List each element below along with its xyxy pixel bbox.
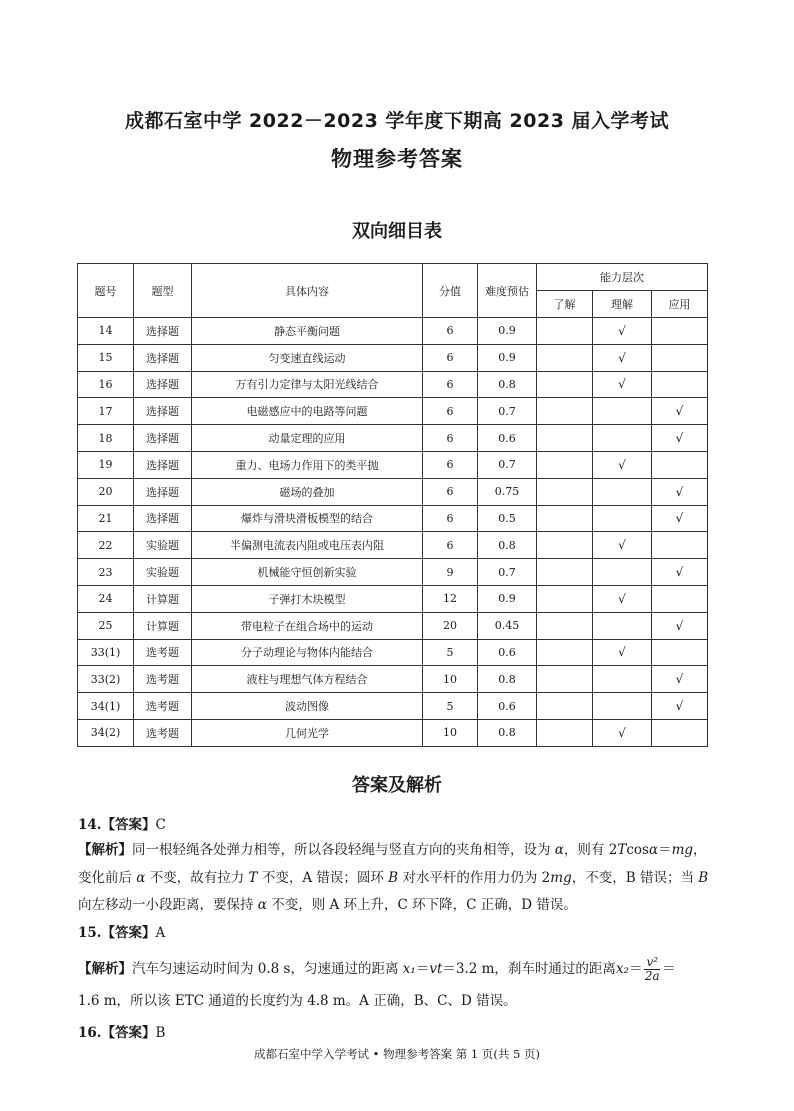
q14-text: 向左移动一小段距离，要保持: [78, 897, 254, 913]
table-row: [78, 505, 708, 532]
cell-score: 9: [423, 559, 478, 586]
symbol-B: B: [698, 869, 709, 886]
cell-type: 选择题: [134, 505, 192, 532]
cell-type: 选考题: [134, 639, 192, 666]
cell-content: 液柱与理想气体方程结合: [192, 666, 423, 693]
answers-section-title: 答案及解析: [352, 775, 442, 796]
q15-text: ＝: [415, 961, 430, 977]
symbol-T: T: [248, 869, 258, 886]
table-row: [78, 639, 708, 666]
q15-text: ＝: [628, 961, 643, 977]
cell-level-comprehend: [593, 425, 652, 452]
symbol-B: B: [388, 869, 399, 886]
table-body: [78, 318, 708, 747]
cell-difficulty: 0.45: [478, 612, 537, 639]
cell-difficulty: 0.6: [478, 693, 537, 720]
header-ability: 能力层次: [537, 264, 708, 291]
q14-text: ，变化前后: [78, 842, 707, 886]
cell-content: 重力、电场力作用下的类平抛: [192, 451, 423, 478]
cell-level-apply: [652, 451, 708, 478]
cell-type: 选择题: [134, 451, 192, 478]
q14-text: 不变，A 错误；圆环: [261, 869, 384, 886]
cell-difficulty: 0.6: [478, 425, 537, 452]
cell-content: 分子动理论与物体内能结合: [192, 639, 423, 666]
cell-num: 34(2): [78, 719, 134, 746]
cell-difficulty: 0.8: [478, 371, 537, 398]
cell-level-comprehend: [593, 344, 652, 371]
cell-num: 33(2): [78, 666, 134, 693]
cell-difficulty: 0.6: [478, 639, 537, 666]
cell-score: 6: [423, 425, 478, 452]
cell-level-apply: [652, 398, 708, 425]
table-row: [78, 451, 708, 478]
cell-type: 选择题: [134, 398, 192, 425]
cell-difficulty: 0.7: [478, 398, 537, 425]
check-mark-icon: √: [675, 672, 684, 687]
table-row: [78, 318, 708, 345]
header-apply: 应用: [652, 291, 708, 318]
check-mark-icon: √: [618, 350, 626, 365]
cell-level-comprehend: [593, 505, 652, 532]
symbol-alpha: α: [136, 869, 146, 886]
table-row: [78, 559, 708, 586]
cell-level-understand: [537, 344, 593, 371]
table-row: [78, 344, 708, 371]
table-row: [78, 478, 708, 505]
check-mark-icon: √: [675, 404, 684, 419]
q15-text: 汽车匀速运动时间为 0.8 s，匀速通过的距离: [132, 961, 399, 977]
cell-score: 6: [423, 451, 478, 478]
cell-num: 19: [78, 451, 134, 478]
cell-level-understand: [537, 666, 593, 693]
symbol-alpha: α: [648, 842, 659, 858]
check-mark-icon: √: [618, 645, 626, 660]
cell-difficulty: 0.7: [478, 559, 537, 586]
q15-answer: A: [155, 925, 166, 941]
cell-level-understand: [537, 719, 593, 746]
q15-heading: [78, 921, 165, 941]
fraction-denominator: 2a: [644, 969, 660, 983]
q14-text: ＝: [658, 842, 672, 858]
cell-type: 选择题: [134, 344, 192, 371]
exam-title: 成都石室中学 2022－2023 学年度下期高 2023 届入学考试: [124, 110, 670, 132]
cell-score: 20: [423, 612, 478, 639]
q14-answer: C: [155, 817, 166, 833]
cell-type: 选择题: [134, 318, 192, 345]
q14-text: 同一根轻绳各处弹力相等，所以各段轻绳与竖直方向的夹角相等，设为: [132, 842, 551, 858]
q16-number: 16.: [78, 1025, 102, 1041]
analysis-tag: 【解析】: [78, 961, 132, 977]
cell-content: 机械能守恒创新实验: [192, 559, 423, 586]
table-row: [78, 693, 708, 720]
header-num: 题号: [78, 264, 134, 318]
cell-level-understand: [537, 585, 593, 612]
check-mark-icon: √: [618, 538, 626, 553]
cell-level-understand: [537, 451, 593, 478]
table-row: [78, 425, 708, 452]
cell-content: 磁场的叠加: [192, 478, 423, 505]
cell-num: 21: [78, 505, 134, 532]
answer-tag: 【答案】: [101, 817, 156, 833]
fraction-v2-over-2a: [644, 956, 660, 983]
cell-level-apply: [652, 344, 708, 371]
cell-difficulty: 0.8: [478, 666, 537, 693]
cell-difficulty: 0.9: [478, 344, 537, 371]
cell-level-comprehend: [593, 666, 652, 693]
cell-level-apply: [652, 505, 708, 532]
cell-score: 6: [423, 318, 478, 345]
cell-type: 实验题: [134, 559, 192, 586]
cell-level-apply: [652, 585, 708, 612]
cell-content: 爆炸与滑块滑板模型的结合: [192, 505, 423, 532]
symbol-alpha: α: [554, 842, 564, 858]
table-row: [78, 719, 708, 746]
cell-difficulty: 0.9: [478, 585, 537, 612]
check-mark-icon: √: [618, 457, 626, 472]
check-mark-icon: √: [675, 484, 684, 499]
table-row: [78, 398, 708, 425]
cell-level-comprehend: [593, 639, 652, 666]
cell-type: 选考题: [134, 719, 192, 746]
cell-level-understand: [537, 371, 593, 398]
cell-difficulty: 0.8: [478, 719, 537, 746]
cell-level-comprehend: [593, 585, 652, 612]
answer-tag: 【答案】: [101, 1025, 156, 1041]
check-mark-icon: √: [618, 725, 626, 740]
cell-num: 17: [78, 398, 134, 425]
check-mark-icon: √: [618, 323, 626, 338]
cell-level-apply: [652, 559, 708, 586]
cell-level-understand: [537, 478, 593, 505]
header-type: 题型: [134, 264, 192, 318]
table-row: [78, 371, 708, 398]
answer-key-title: 物理参考答案: [331, 147, 463, 171]
cell-level-understand: [537, 318, 593, 345]
symbol-alpha: α: [257, 897, 267, 913]
cell-content: 匀变速直线运动: [192, 344, 423, 371]
cell-difficulty: 0.5: [478, 505, 537, 532]
cell-difficulty: 0.9: [478, 318, 537, 345]
analysis-tag: 【解析】: [78, 842, 132, 858]
cell-score: 6: [423, 398, 478, 425]
cell-content: 几何光学: [192, 719, 423, 746]
cell-score: 6: [423, 344, 478, 371]
cell-type: 选择题: [134, 371, 192, 398]
cell-content: 万有引力定律与太阳光线结合: [192, 371, 423, 398]
cell-num: 20: [78, 478, 134, 505]
header-difficulty: 难度预估: [478, 264, 537, 318]
check-mark-icon: √: [675, 618, 684, 633]
q14-text: 对水平杆的作用力仍为 2: [402, 869, 551, 886]
header-score: 分值: [423, 264, 478, 318]
page-footer: 成都石室中学入学考试 • 物理参考答案 第 1 页(共 5 页): [254, 1047, 540, 1061]
cell-score: 5: [423, 693, 478, 720]
cell-difficulty: 0.7: [478, 451, 537, 478]
fraction-numerator: v²: [646, 955, 659, 969]
q14-text: cos: [626, 842, 649, 858]
cell-level-apply: [652, 693, 708, 720]
cell-score: 12: [423, 585, 478, 612]
cell-num: 33(1): [78, 639, 134, 666]
check-mark-icon: √: [675, 511, 684, 526]
cell-score: 6: [423, 371, 478, 398]
cell-level-apply: [652, 478, 708, 505]
q16-heading: [78, 1021, 165, 1041]
cell-level-comprehend: [593, 318, 652, 345]
header-comprehend: 理解: [593, 291, 652, 318]
q15-analysis: [78, 953, 712, 1017]
cell-content: 动量定理的应用: [192, 425, 423, 452]
cell-num: 24: [78, 585, 134, 612]
cell-level-apply: [652, 666, 708, 693]
cell-level-comprehend: [593, 451, 652, 478]
table-row: [78, 585, 708, 612]
table-section-title: 双向细目表: [352, 221, 442, 242]
cell-score: 6: [423, 532, 478, 559]
cell-level-comprehend: [593, 398, 652, 425]
cell-level-understand: [537, 532, 593, 559]
cell-content: 电磁感应中的电路等问题: [192, 398, 423, 425]
q15-text: ＝3.2 m，刹车时通过的距离: [442, 961, 616, 977]
cell-level-apply: [652, 425, 708, 452]
cell-type: 选考题: [134, 693, 192, 720]
check-mark-icon: √: [618, 377, 626, 392]
check-mark-icon: √: [618, 591, 626, 606]
cell-type: 计算题: [134, 585, 192, 612]
cell-level-apply: [652, 612, 708, 639]
table-row: [78, 666, 708, 693]
cell-type: 选考题: [134, 666, 192, 693]
cell-level-comprehend: [593, 478, 652, 505]
cell-num: 18: [78, 425, 134, 452]
cell-score: 5: [423, 639, 478, 666]
cell-content: 子弹打木块模型: [192, 585, 423, 612]
cell-type: 实验题: [134, 532, 192, 559]
cell-score: 10: [423, 666, 478, 693]
table-row: [78, 532, 708, 559]
cell-level-comprehend: [593, 612, 652, 639]
cell-num: 15: [78, 344, 134, 371]
header-content: 具体内容: [192, 264, 423, 318]
cell-type: 计算题: [134, 612, 192, 639]
cell-type: 选择题: [134, 478, 192, 505]
header-understand: 了解: [537, 291, 593, 318]
table-row: [78, 612, 708, 639]
symbol-x1: x₁: [402, 961, 416, 977]
q16-answer: B: [155, 1025, 166, 1041]
cell-score: 6: [423, 478, 478, 505]
symbol-vt: vt: [429, 961, 443, 977]
cell-score: 6: [423, 505, 478, 532]
q14-text: ，不变，B 错误；当: [571, 869, 694, 886]
cell-level-comprehend: [593, 532, 652, 559]
q15-text: ＝: [662, 961, 676, 977]
cell-num: 34(1): [78, 693, 134, 720]
specification-table: [77, 263, 708, 747]
q15-text: 1.6 m，所以该 ETC 通道的长度约为 4.8 m。A 正确，B、C、D 错误。: [78, 993, 517, 1009]
cell-level-apply: [652, 532, 708, 559]
cell-num: 23: [78, 559, 134, 586]
answer-tag: 【答案】: [101, 925, 156, 941]
q14-number: 14.: [78, 817, 102, 833]
cell-level-understand: [537, 693, 593, 720]
q14-text: 不变，则 A 环上升，C 环下降，C 正确，D 错误。: [271, 897, 577, 913]
cell-content: 静态平衡问题: [192, 318, 423, 345]
cell-level-understand: [537, 505, 593, 532]
check-mark-icon: √: [675, 431, 684, 446]
cell-level-apply: [652, 719, 708, 746]
cell-score: 10: [423, 719, 478, 746]
cell-num: 16: [78, 371, 134, 398]
q14-text: ，则有 2: [563, 842, 618, 858]
cell-level-apply: [652, 318, 708, 345]
cell-difficulty: 0.75: [478, 478, 537, 505]
cell-level-understand: [537, 639, 593, 666]
cell-content: 半偏测电流表内阻或电压表内阻: [192, 532, 423, 559]
check-mark-icon: √: [675, 699, 684, 714]
cell-type: 选择题: [134, 425, 192, 452]
cell-level-comprehend: [593, 371, 652, 398]
cell-num: 25: [78, 612, 134, 639]
cell-content: 波动图像: [192, 693, 423, 720]
cell-level-comprehend: [593, 719, 652, 746]
symbol-x2: x₂: [615, 961, 629, 977]
cell-level-apply: [652, 639, 708, 666]
q14-heading: [78, 813, 166, 833]
cell-level-comprehend: [593, 559, 652, 586]
symbol-T: T: [617, 842, 627, 858]
cell-level-comprehend: [593, 693, 652, 720]
cell-num: 14: [78, 318, 134, 345]
symbol-mg: mg: [550, 869, 572, 886]
cell-difficulty: 0.8: [478, 532, 537, 559]
cell-num: 22: [78, 532, 134, 559]
cell-level-understand: [537, 398, 593, 425]
q14-analysis: [78, 837, 712, 920]
cell-content: 带电粒子在组合场中的运动: [192, 612, 423, 639]
cell-level-understand: [537, 559, 593, 586]
symbol-mg: mg: [671, 842, 694, 858]
cell-level-apply: [652, 371, 708, 398]
q15-number: 15.: [78, 925, 102, 941]
check-mark-icon: √: [675, 565, 684, 580]
q14-text: 不变，故有拉力: [149, 869, 245, 886]
cell-level-understand: [537, 425, 593, 452]
cell-level-understand: [537, 612, 593, 639]
